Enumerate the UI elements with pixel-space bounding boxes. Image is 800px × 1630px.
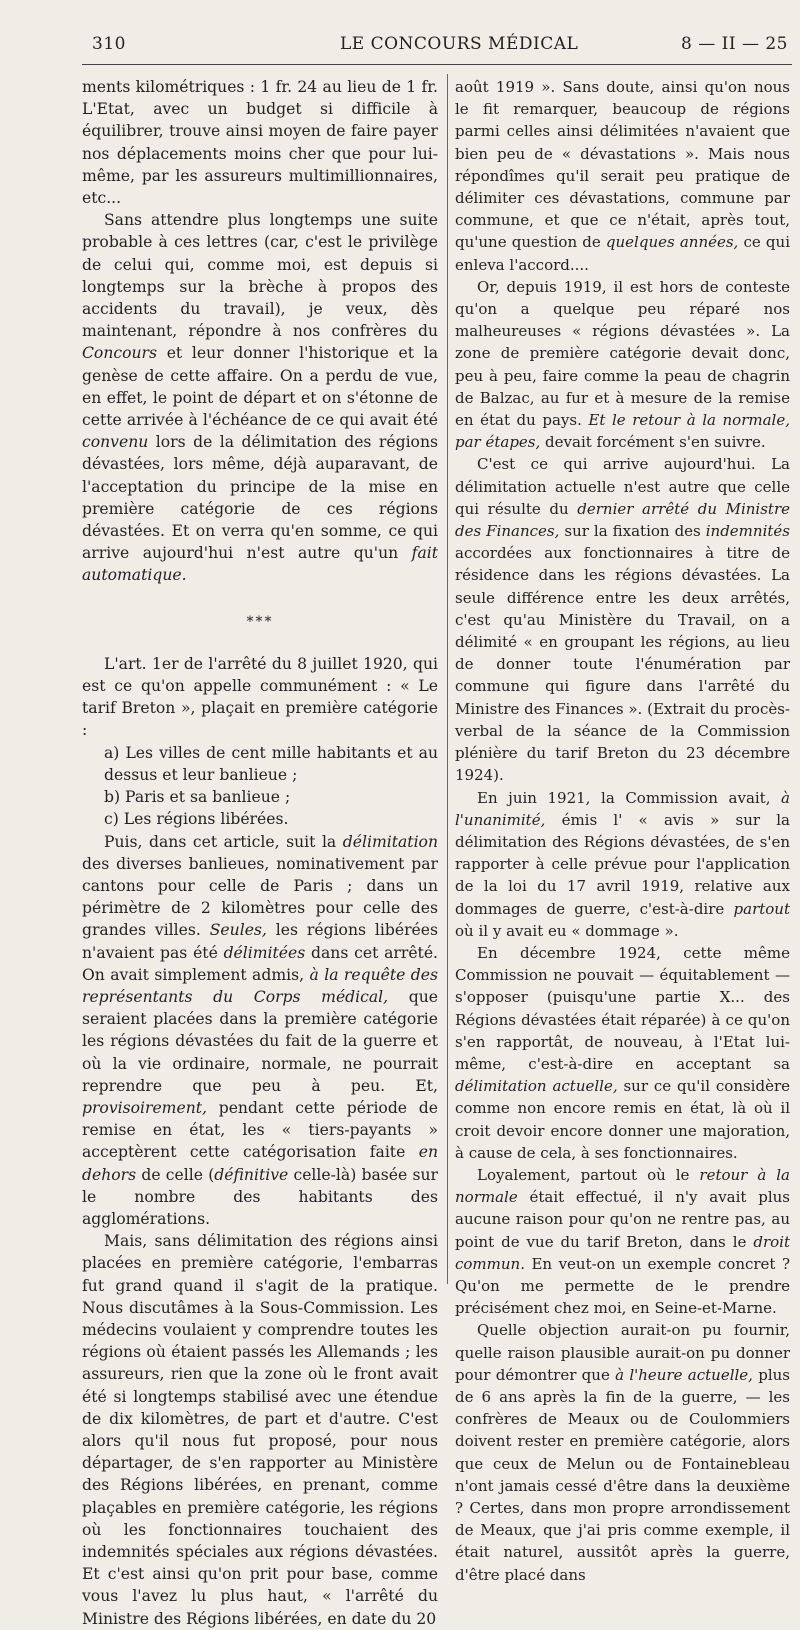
list-item: b) Paris et sa banlieue ; xyxy=(104,788,291,807)
paragraph: Mais, sans délimitation des régions ainsi placées en première catégorie, l'embarras fut grand quand il s'agit de la pratique. Nous discutâmes à la Sous-Commission. Les médecins voulaient y comprendre toutes les régions où étaient passés les Allemands ; les assureurs, rien que la zone où le front avait été si longtemps stabilisé avec une étendue de dix kilomètres, de part et d'autre. C'est alors qu'il nous fut proposé, pour nous départager, de s'en rapporter au Ministère des Régions libérées, en prenant, comme plaçables en première catégorie, les régions où les fonctionnaires touchaient des indemnités spéciales aux régions dévastées. Et c'est ainsi qu'on prit pour base, comme vous l'avez lu plus haut, « l'arrêté du Ministre des Régions libérées, en date du 20 xyxy=(82,1232,438,1628)
header-rule xyxy=(82,64,792,65)
paragraph: Sans attendre plus longtemps une suite probable à ces lettres (car, c'est le privilège de celui qui, comme moi, est depuis si longtemps sur la brèche à propos des accidents du travail), je veux, dès maintenant, répondre à nos confrères du Concours et leur donner l'historique et la genèse de cette affaire. On a perdu de vue, en effet, le point de départ et on s'étonne de cette arrivée à l'échéance de ce qui avait été convenu lors de la délimitation des régions dévastées, lors même, déjà auparavant, de l'acceptation du principe de la mise en première catégorie de ces régions dévastées. Et on verra qu'en somme, ce qui arrive aujourd'hui n'est autre qu'un fait automatique. xyxy=(82,211,438,585)
paragraph: Or, depuis 1919, il est hors de conteste qu'on a quelque peu réparé nos malheureuses « régions dévastées ». La zone de première catégorie devait donc, peu à peu, faire comme la peau de chagrin de Balzac, au fur et à mesure de la remise en état du pays. Et le retour à la normale, par étapes, devait forcément s'en suivre. xyxy=(455,277,790,452)
paragraph: En juin 1921, la Commission avait, à l'unanimité, émis l' « avis » sur la délimitation des Régions dévastées, de s'en rapporter à celle prévue pour l'application de la loi du 17 avril 1919, relative aux dommages de guerre, c'est-à-dire partout où il y avait eu « dommage ». xyxy=(455,788,790,940)
paragraph: Loyalement, partout où le retour à la normale était effectué, il n'y avait plus aucune raison pour qu'on ne rentre pas, au point de vue du tarif Breton, dans le droit commun. En veut-on un exemple concret ? Qu'on me permette de le prendre précisément chez moi, en Seine-et-Marne. xyxy=(455,1165,790,1318)
journal-title: LE CONCOURS MÉDICAL xyxy=(340,34,579,54)
page-number: 310 xyxy=(92,34,126,54)
list-item: c) Les régions libérées. xyxy=(104,810,289,829)
paragraph: C'est ce qui arrive aujourd'hui. La délimitation actuelle n'est autre que celle qui résulte du dernier arrêté du Ministre des Finances, sur la fixation des indemnités accordées aux fonctionnaires à titre de résidence dans les régions dévastées. La seule différence entre les deux arrêtés, c'est qu'au Ministère du Travail, on a délimité « en groupant les régions, au lieu de donner toute l'énumération par commune qui figure dans l'arrêté du Ministre des Finances ». (Extrait du procès-verbal de la séance de la Commission plénière du tarif Breton du 23 décembre 1924). xyxy=(455,455,790,785)
running-header xyxy=(92,34,788,60)
paragraph: Quelle objection aurait-on pu fournir, quelle raison plausible aurait-on pu donner pour démontrer que à l'heure actuelle, plus de 6 ans après la fin de la guerre, — les confrères de Meaux ou de Coulommiers doivent rester en première catégorie, alors que ceux de Melun ou de Fontainebleau n'ont jamais cessé d'être dans la deuxième ? Certes, dans mon propre arrondissement de Meaux, que j'ai pris comme exemple, il était naturel, aussitôt après la guerre, d'être placé dans xyxy=(455,1321,790,1584)
paragraph: Puis, dans cet article, suit la délimitation des diverses banlieues, nominativement par cantons pour celle de Paris ; dans un périmètre de 2 kilomètres pour celle des grandes villes. Seules, les régions libérées n'avaient pas été délimitées dans cet arrêté. On avait simplement admis, à la requête des représentants du Corps médical, que seraient placées dans la première catégorie les régions dévastées du fait de la guerre et où la vie ordinaire, normale, ne pourrait reprendre que peu à peu. Et, provisoirement, pendant cette période de remise en état, les « tiers-payants » acceptèrent cette catégorisation faite en dehors de celle (définitive celle-là) basée sur le nombre des habitants des agglomérations. xyxy=(82,832,439,1228)
right-column xyxy=(455,76,790,1586)
left-column xyxy=(82,76,438,1630)
issue-date: 8 — II — 25 xyxy=(681,34,788,54)
paragraph: ments kilométriques : 1 fr. 24 au lieu de 1 fr. L'Etat, avec un budget si difficile à équilibrer, trouve ainsi moyen de faire payer nos déplacements moins cher que pour lui-même, par les assureurs multimillionnaires, etc... xyxy=(82,78,438,208)
paragraph: En décembre 1924, cette même Commission ne pouvait — équitablement — s'opposer (puisqu'une partie X... des Régions dévastées était réparée) à ce qu'on s'en rapportât, de nouveau, à l'Etat lui-même, c'est-à-dire en acceptant sa délimitation actuelle, sur ce qu'il considère comme non encore remis en état, là où il croit devoir encore donner une majoration, à cause de cela, à ses fonctionnaires. xyxy=(455,943,790,1162)
column-divider xyxy=(447,74,448,1284)
paragraph: L'art. 1er de l'arrêté du 8 juillet 1920, qui est ce qu'on appelle communément : « Le tarif Breton », plaçait en première catégorie : xyxy=(82,654,438,740)
asterism-separator: *** xyxy=(246,613,274,630)
list-item: a) Les villes de cent mille habitants et au dessus et leur banlieue ; xyxy=(104,743,438,784)
paragraph: août 1919 ». Sans doute, ainsi qu'on nous le fit remarquer, beaucoup de régions parmi celles ainsi délimitées n'avaient que bien peu de « dévastations ». Mais nous répondîmes qu'il serait peu pratique de délimiter ces dévastations, commune par commune, et que ce n'était, après tout, qu'une question de quelques années, ce qui enleva l'accord.... xyxy=(455,78,790,274)
